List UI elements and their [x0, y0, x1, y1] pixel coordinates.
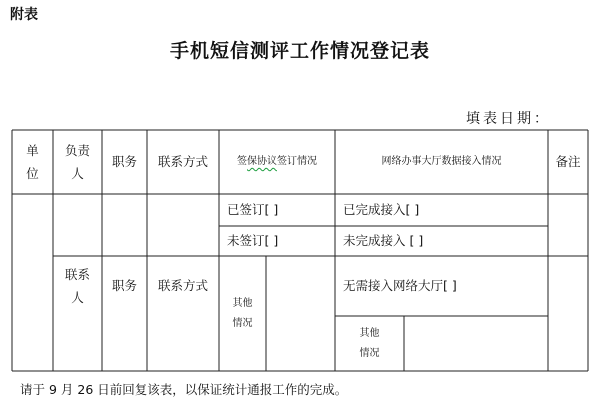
signed-checkbox-cell[interactable]: 已签订[ ] [227, 202, 279, 218]
footnote: 请于 9 月 26 日前回复该表，以保证统计通报工作的完成。 [20, 382, 348, 397]
header-contact: 联系方式 [157, 154, 208, 170]
header-network: 网络办事大厅数据接入情况 [381, 156, 502, 167]
not-connected-checkbox-cell[interactable]: 未完成接入 [ ] [343, 233, 424, 249]
header-owner: 负责 人 [64, 142, 90, 181]
network-other-label: 其他 情况 [359, 327, 380, 359]
header-unit: 单 位 [26, 142, 39, 181]
connected-checkbox-cell[interactable]: 已完成接入[ ] [343, 202, 420, 218]
liaison-duty-label: 职务 [111, 278, 137, 294]
liaison-label: 联系 人 [64, 266, 90, 305]
header-remarks: 备注 [555, 154, 581, 170]
unsigned-checkbox-cell[interactable]: 未签订[ ] [227, 233, 279, 249]
header-duty: 职务 [111, 154, 137, 170]
liaison-contact-label: 联系方式 [157, 278, 208, 294]
header-agreement: 签保协议签订情况 [237, 156, 317, 167]
agreement-other-label: 其他 情况 [232, 297, 253, 329]
annex-label: 附表 [10, 7, 38, 23]
fill-date-label: 填表日期： [466, 111, 551, 127]
no-need-checkbox-cell[interactable]: 无需接入网络大厅[ ] [343, 278, 457, 294]
form-title: 手机短信测评工作情况登记表 [169, 40, 430, 62]
